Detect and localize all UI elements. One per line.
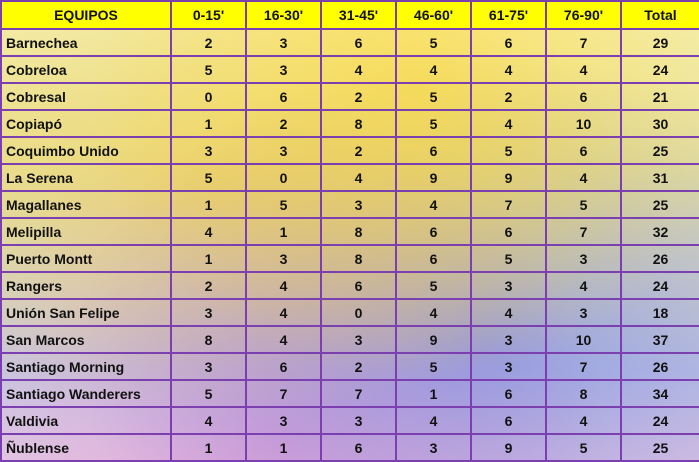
period-goals-cell: 6	[471, 380, 546, 407]
team-name-cell: Copiapó	[1, 110, 171, 137]
period-goals-cell: 0	[321, 299, 396, 326]
total-cell: 37	[621, 326, 699, 353]
total-cell: 31	[621, 164, 699, 191]
table-row	[1, 83, 699, 110]
period-goals-cell: 9	[396, 164, 471, 191]
period-goals-cell: 6	[321, 434, 396, 461]
period-goals-cell: 8	[321, 218, 396, 245]
period-goals-cell: 0	[171, 83, 246, 110]
period-goals-cell: 3	[171, 137, 246, 164]
period-goals-cell: 5	[546, 434, 621, 461]
column-header-period: 61-75'	[471, 1, 546, 29]
period-goals-cell: 3	[546, 299, 621, 326]
team-name-cell: Puerto Montt	[1, 245, 171, 272]
team-name-cell: Magallanes	[1, 191, 171, 218]
period-goals-cell: 3	[246, 407, 321, 434]
total-cell: 25	[621, 137, 699, 164]
total-cell: 26	[621, 245, 699, 272]
period-goals-cell: 3	[321, 326, 396, 353]
table-row	[1, 272, 699, 299]
period-goals-cell: 4	[471, 56, 546, 83]
team-name-cell: Cobresal	[1, 83, 171, 110]
period-goals-cell: 2	[171, 272, 246, 299]
period-goals-cell: 4	[171, 407, 246, 434]
period-goals-cell: 6	[396, 137, 471, 164]
column-header-period: 76-90'	[546, 1, 621, 29]
period-goals-cell: 3	[246, 245, 321, 272]
period-goals-cell: 4	[396, 191, 471, 218]
total-cell: 30	[621, 110, 699, 137]
table-row	[1, 29, 699, 56]
period-goals-cell: 6	[471, 218, 546, 245]
total-cell: 29	[621, 29, 699, 56]
period-goals-cell: 1	[246, 218, 321, 245]
period-goals-cell: 5	[396, 353, 471, 380]
period-goals-cell: 6	[471, 407, 546, 434]
table-row	[1, 245, 699, 272]
total-cell: 21	[621, 83, 699, 110]
period-goals-cell: 8	[546, 380, 621, 407]
team-name-cell: Cobreloa	[1, 56, 171, 83]
period-goals-cell: 6	[396, 218, 471, 245]
column-header-total: Total	[621, 1, 699, 29]
total-cell: 24	[621, 407, 699, 434]
period-goals-cell: 7	[321, 380, 396, 407]
table-row	[1, 407, 699, 434]
column-header-period: 31-45'	[321, 1, 396, 29]
period-goals-cell: 4	[396, 407, 471, 434]
period-goals-cell: 6	[471, 29, 546, 56]
table-row	[1, 299, 699, 326]
period-goals-cell: 6	[246, 83, 321, 110]
column-header-period: 0-15'	[171, 1, 246, 29]
period-goals-cell: 3	[171, 299, 246, 326]
period-goals-cell: 8	[171, 326, 246, 353]
table-row	[1, 326, 699, 353]
period-goals-cell: 7	[246, 380, 321, 407]
period-goals-cell: 7	[546, 353, 621, 380]
period-goals-cell: 4	[546, 407, 621, 434]
period-goals-cell: 4	[396, 56, 471, 83]
team-name-cell: Ñublense	[1, 434, 171, 461]
period-goals-cell: 2	[321, 353, 396, 380]
team-name-cell: Unión San Felipe	[1, 299, 171, 326]
period-goals-cell: 3	[246, 137, 321, 164]
period-goals-cell: 4	[471, 299, 546, 326]
period-goals-cell: 8	[321, 245, 396, 272]
period-goals-cell: 1	[246, 434, 321, 461]
period-goals-cell: 3	[321, 407, 396, 434]
period-goals-cell: 2	[171, 29, 246, 56]
table-row	[1, 137, 699, 164]
period-goals-cell: 9	[471, 434, 546, 461]
period-goals-cell: 5	[246, 191, 321, 218]
period-goals-cell: 0	[246, 164, 321, 191]
period-goals-cell: 4	[321, 56, 396, 83]
period-goals-cell: 6	[546, 137, 621, 164]
period-goals-cell: 9	[471, 164, 546, 191]
period-goals-cell: 1	[396, 380, 471, 407]
period-goals-cell: 8	[321, 110, 396, 137]
total-cell: 24	[621, 56, 699, 83]
period-goals-cell: 3	[396, 434, 471, 461]
period-goals-cell: 4	[396, 299, 471, 326]
team-name-cell: Santiago Wanderers	[1, 380, 171, 407]
period-goals-cell: 4	[471, 110, 546, 137]
table-row	[1, 434, 699, 461]
period-goals-cell: 3	[246, 29, 321, 56]
table-row	[1, 380, 699, 407]
period-goals-cell: 4	[546, 272, 621, 299]
period-goals-cell: 7	[471, 191, 546, 218]
period-goals-cell: 3	[471, 272, 546, 299]
period-goals-cell: 5	[396, 272, 471, 299]
team-name-cell: Barnechea	[1, 29, 171, 56]
period-goals-cell: 5	[471, 137, 546, 164]
period-goals-cell: 7	[546, 29, 621, 56]
table-row	[1, 353, 699, 380]
header-row	[1, 1, 699, 29]
period-goals-cell: 4	[246, 326, 321, 353]
team-name-cell: Valdivia	[1, 407, 171, 434]
total-cell: 32	[621, 218, 699, 245]
period-goals-cell: 4	[246, 272, 321, 299]
period-goals-cell: 9	[396, 326, 471, 353]
team-name-cell: La Serena	[1, 164, 171, 191]
column-header-period: 46-60'	[396, 1, 471, 29]
table-row	[1, 218, 699, 245]
period-goals-cell: 6	[246, 353, 321, 380]
period-goals-cell: 1	[171, 245, 246, 272]
period-goals-cell: 1	[171, 110, 246, 137]
period-goals-cell: 3	[471, 353, 546, 380]
period-goals-cell: 1	[171, 434, 246, 461]
period-goals-cell: 4	[546, 164, 621, 191]
period-goals-cell: 1	[171, 191, 246, 218]
period-goals-cell: 4	[546, 56, 621, 83]
table-row	[1, 56, 699, 83]
table-row	[1, 110, 699, 137]
period-goals-cell: 5	[471, 245, 546, 272]
period-goals-cell: 4	[321, 164, 396, 191]
period-goals-cell: 3	[546, 245, 621, 272]
total-cell: 26	[621, 353, 699, 380]
period-goals-cell: 10	[546, 110, 621, 137]
period-goals-cell: 4	[171, 218, 246, 245]
period-goals-cell: 2	[471, 83, 546, 110]
team-name-cell: Melipilla	[1, 218, 171, 245]
period-goals-cell: 10	[546, 326, 621, 353]
total-cell: 25	[621, 434, 699, 461]
period-goals-cell: 3	[321, 191, 396, 218]
team-name-cell: San Marcos	[1, 326, 171, 353]
period-goals-cell: 5	[171, 56, 246, 83]
period-goals-cell: 2	[321, 83, 396, 110]
period-goals-cell: 5	[171, 164, 246, 191]
column-header-teams: EQUIPOS	[1, 1, 171, 29]
period-goals-cell: 5	[546, 191, 621, 218]
team-name-cell: Coquimbo Unido	[1, 137, 171, 164]
period-goals-cell: 6	[321, 29, 396, 56]
total-cell: 18	[621, 299, 699, 326]
period-goals-cell: 2	[321, 137, 396, 164]
period-goals-cell: 5	[171, 380, 246, 407]
period-goals-cell: 6	[396, 245, 471, 272]
team-name-cell: Santiago Morning	[1, 353, 171, 380]
period-goals-cell: 5	[396, 110, 471, 137]
column-header-period: 16-30'	[246, 1, 321, 29]
period-goals-cell: 3	[171, 353, 246, 380]
period-goals-cell: 2	[246, 110, 321, 137]
period-goals-cell: 7	[546, 218, 621, 245]
period-goals-cell: 3	[471, 326, 546, 353]
period-goals-cell: 6	[546, 83, 621, 110]
period-goals-cell: 4	[246, 299, 321, 326]
team-name-cell: Rangers	[1, 272, 171, 299]
period-goals-cell: 3	[246, 56, 321, 83]
total-cell: 34	[621, 380, 699, 407]
table-row	[1, 164, 699, 191]
period-goals-cell: 5	[396, 29, 471, 56]
table-row	[1, 191, 699, 218]
total-cell: 25	[621, 191, 699, 218]
period-goals-cell: 6	[321, 272, 396, 299]
period-goals-cell: 5	[396, 83, 471, 110]
total-cell: 24	[621, 272, 699, 299]
